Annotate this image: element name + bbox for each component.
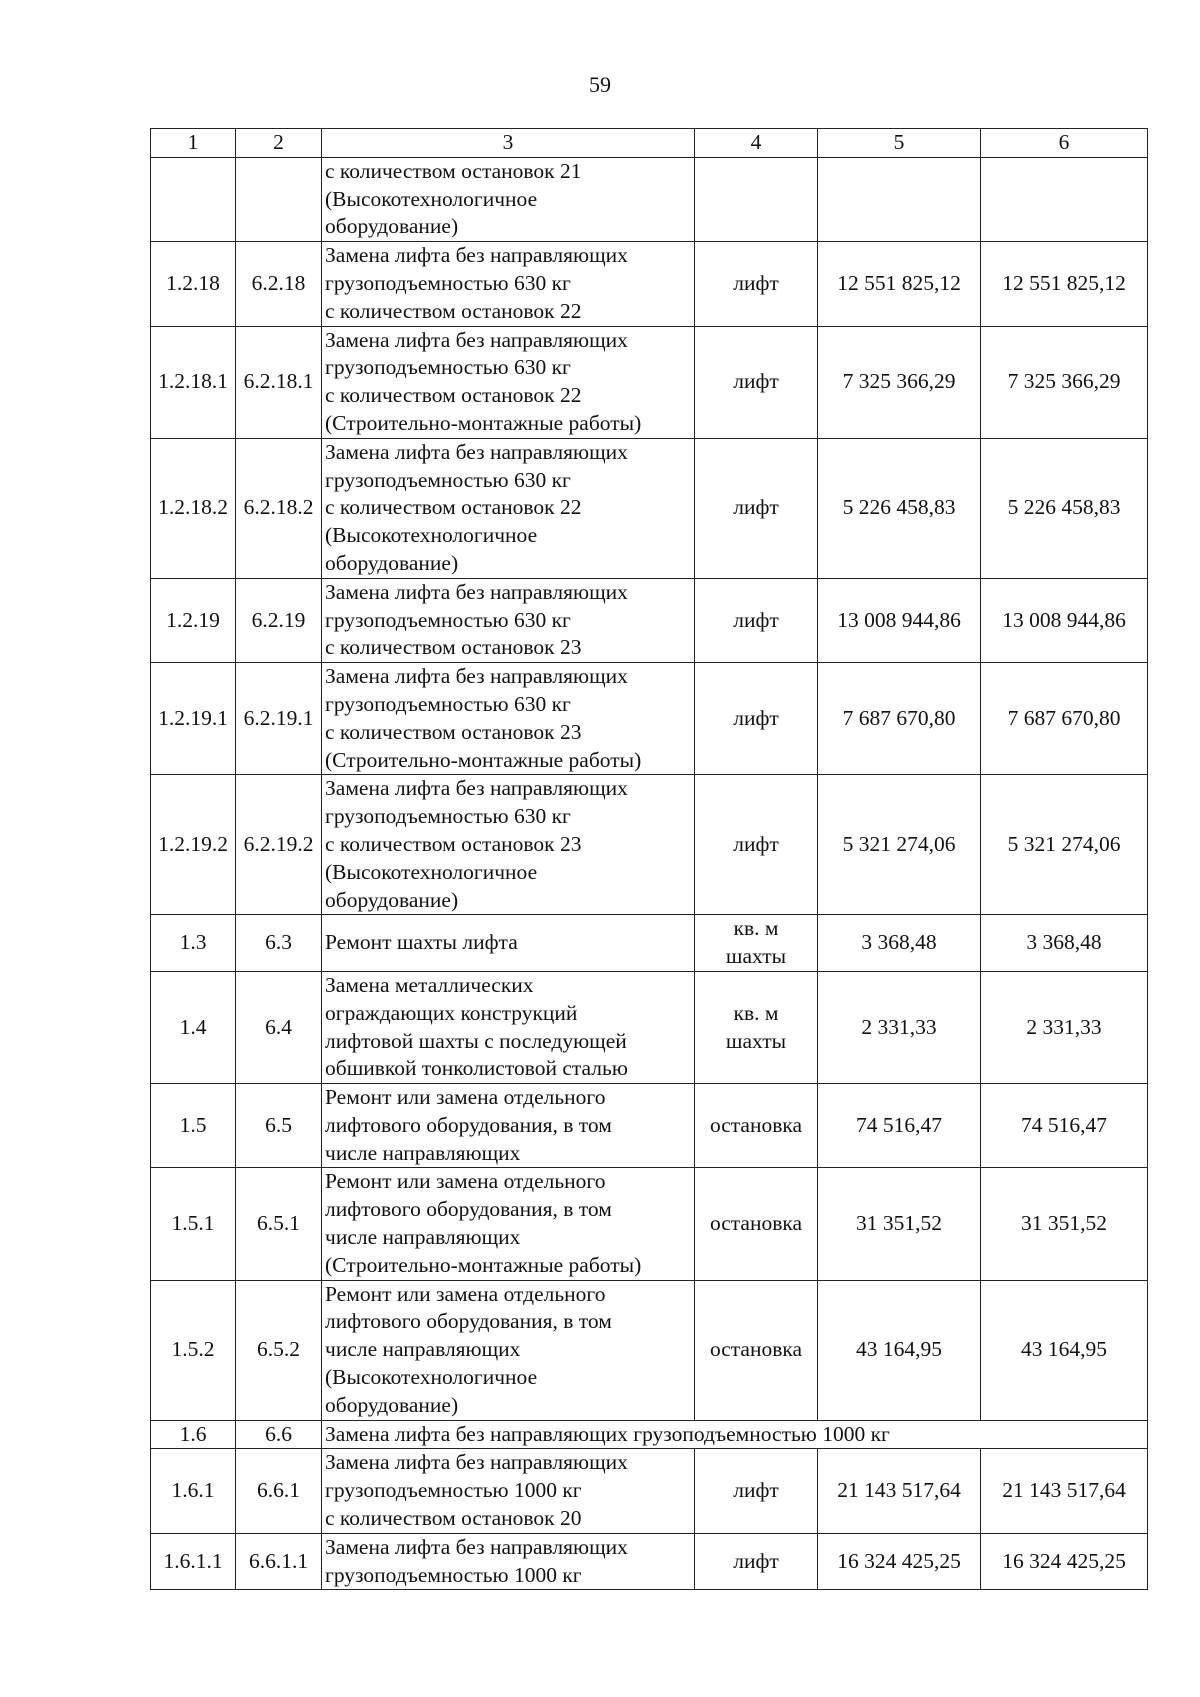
description-cell-line: Замена лифта без направляющих [325, 776, 628, 801]
description-cell [322, 157, 695, 241]
description-cell [322, 971, 695, 1083]
description-cell-line: (Высокотехнологичное [325, 1365, 538, 1390]
max-price-cell: 7 687 670,80 [981, 663, 1148, 775]
table-row [151, 663, 1148, 775]
price-cell: 7 325 366,29 [818, 326, 981, 438]
item-number-cell: 6.6.1.1 [236, 1533, 322, 1590]
description-cell-line: (Высокотехнологичное [325, 859, 538, 884]
description-cell-line: лифтового оборудования, в том [325, 1112, 612, 1137]
price-cell: 16 324 425,25 [818, 1533, 981, 1590]
column-header: 5 [818, 129, 981, 158]
unit-cell [695, 242, 818, 326]
price-cell: 3 368,48 [818, 915, 981, 972]
table-body [151, 157, 1148, 1590]
description-cell-line: (Высокотехнологичное [325, 186, 538, 211]
description-cell [322, 326, 695, 438]
description-cell [322, 578, 695, 662]
price-cell: 2 331,33 [818, 971, 981, 1083]
price-cell [818, 157, 981, 241]
item-number-cell: 6.3 [236, 915, 322, 972]
description-cell [322, 1084, 695, 1168]
table-row [151, 438, 1148, 578]
column-header: 2 [236, 129, 322, 158]
unit-cell-line: лифт [733, 1478, 779, 1503]
price-cell: 12 551 825,12 [818, 242, 981, 326]
description-cell-line: грузоподъемностью 630 кг [325, 691, 571, 716]
description-cell-line: грузоподъемностью 1000 кг [325, 1562, 582, 1587]
description-cell-line: лифтовой шахты с последующей [325, 1028, 627, 1053]
description-cell-line: Замена металлических [325, 972, 534, 997]
unit-cell-line: шахты [725, 1028, 787, 1053]
max-price-cell: 3 368,48 [981, 915, 1148, 972]
description-cell [322, 1449, 695, 1533]
description-cell-line: (Строительно-монтажные работы) [325, 747, 642, 772]
description-cell-line: грузоподъемностью 630 кг [325, 804, 571, 829]
section-number-cell: 1.5.1 [151, 1168, 236, 1280]
table-row [151, 1449, 1148, 1533]
item-number-cell: 6.5.1 [236, 1168, 322, 1280]
unit-cell [695, 438, 818, 578]
table-row [151, 242, 1148, 326]
description-cell-line: грузоподъемностью 630 кг [325, 270, 571, 295]
description-cell-line: ограждающих конструкций [325, 1000, 578, 1025]
item-number-cell: 6.6.1 [236, 1449, 322, 1533]
description-cell-line: оборудование) [325, 1392, 459, 1417]
unit-cell [695, 663, 818, 775]
max-price-cell: 7 325 366,29 [981, 326, 1148, 438]
section-number-cell: 1.2.19 [151, 578, 236, 662]
column-header: 4 [695, 129, 818, 158]
description-cell [322, 1420, 1148, 1449]
description-cell-line: с количеством остановок 20 [325, 1506, 582, 1531]
max-price-cell: 21 143 517,64 [981, 1449, 1148, 1533]
description-cell-line: Ремонт или замена отдельного [325, 1281, 606, 1306]
description-cell-line: с количеством остановок 23 [325, 831, 582, 856]
max-price-cell: 13 008 944,86 [981, 578, 1148, 662]
description-cell-line: числе направляющих [325, 1225, 521, 1250]
table-row [151, 915, 1148, 972]
description-cell-line: оборудование) [325, 214, 459, 239]
table-row [151, 971, 1148, 1083]
unit-cell-line: остановка [709, 1211, 803, 1236]
table-row [151, 157, 1148, 241]
description-cell-line: с количеством остановок 23 [325, 719, 582, 744]
max-price-cell: 5 226 458,83 [981, 438, 1148, 578]
description-cell [322, 1168, 695, 1280]
description-cell-line: обшивкой тонколистовой сталью [325, 1056, 628, 1081]
description-cell-line: Ремонт или замена отдельного [325, 1085, 606, 1110]
description-cell-line: (Строительно-монтажные работы) [325, 410, 642, 435]
description-cell [322, 663, 695, 775]
unit-cell-line: лифт [733, 607, 779, 632]
unit-cell-line: кв. м [733, 1000, 779, 1025]
description-cell-line: Замена лифта без направляющих [325, 664, 628, 689]
description-cell-line: с количеством остановок 22 [325, 383, 582, 408]
unit-cell [695, 1533, 818, 1590]
description-cell-line: (Строительно-монтажные работы) [325, 1252, 642, 1277]
price-cell: 74 516,47 [818, 1084, 981, 1168]
description-cell-line: числе направляющих [325, 1140, 521, 1165]
price-cell: 5 321 274,06 [818, 775, 981, 915]
description-cell [322, 915, 695, 972]
description-cell-line: грузоподъемностью 1000 кг [325, 1478, 582, 1503]
unit-cell [695, 326, 818, 438]
max-price-cell [981, 157, 1148, 241]
unit-cell-line: лифт [733, 705, 779, 730]
table-row [151, 326, 1148, 438]
price-cell: 21 143 517,64 [818, 1449, 981, 1533]
table-header-row [151, 129, 1148, 158]
description-cell [322, 1533, 695, 1590]
table-row [151, 578, 1148, 662]
max-price-cell: 31 351,52 [981, 1168, 1148, 1280]
section-number-cell: 1.2.19.1 [151, 663, 236, 775]
tariff-table [150, 128, 1148, 1590]
description-cell-line: Замена лифта без направляющих [325, 327, 628, 352]
unit-cell [695, 157, 818, 241]
unit-cell [695, 915, 818, 972]
price-cell: 43 164,95 [818, 1280, 981, 1420]
price-cell: 13 008 944,86 [818, 578, 981, 662]
description-cell-line: с количеством остановок 22 [325, 495, 582, 520]
unit-cell [695, 1280, 818, 1420]
description-cell-line: оборудование) [325, 550, 459, 575]
table-row [151, 1084, 1148, 1168]
description-cell-line: (Высокотехнологичное [325, 523, 538, 548]
description-cell-line: с количеством остановок 23 [325, 635, 582, 660]
item-number-cell: 6.5 [236, 1084, 322, 1168]
section-number-cell: 1.6 [151, 1420, 236, 1449]
table-row [151, 1168, 1148, 1280]
unit-cell-line: лифт [733, 831, 779, 856]
section-number-cell [151, 157, 236, 241]
unit-cell-line: лифт [733, 270, 779, 295]
description-cell-line: с количеством остановок 22 [325, 298, 582, 323]
section-number-cell: 1.2.19.2 [151, 775, 236, 915]
item-number-cell: 6.2.18 [236, 242, 322, 326]
description-cell [322, 775, 695, 915]
section-number-cell: 1.4 [151, 971, 236, 1083]
description-cell-line: Ремонт или замена отдельного [325, 1169, 606, 1194]
description-cell-line: Замена лифта без направляющих [325, 439, 628, 464]
description-cell-line: Замена лифта без направляющих [325, 243, 628, 268]
description-cell-line: с количеством остановок 21 [325, 158, 582, 183]
item-number-cell [236, 157, 322, 241]
unit-cell-line: шахты [725, 944, 787, 969]
table-row [151, 775, 1148, 915]
description-cell-line: Замена лифта без направляющих [325, 1450, 628, 1475]
item-number-cell: 6.6 [236, 1420, 322, 1449]
unit-cell-line: кв. м [733, 916, 779, 941]
table-row [151, 1533, 1148, 1590]
unit-cell-line: остановка [709, 1337, 803, 1362]
table-row [151, 1420, 1148, 1449]
item-number-cell: 6.2.19 [236, 578, 322, 662]
description-cell-line: Ремонт шахты лифта [325, 930, 518, 955]
section-number-cell: 1.2.18.2 [151, 438, 236, 578]
price-cell: 5 226 458,83 [818, 438, 981, 578]
price-cell: 31 351,52 [818, 1168, 981, 1280]
description-cell [322, 242, 695, 326]
description-cell-line: Замена лифта без направляющих грузоподъемностью 1000 кг [325, 1421, 890, 1446]
section-number-cell: 1.5.2 [151, 1280, 236, 1420]
unit-cell [695, 578, 818, 662]
section-number-cell: 1.6.1.1 [151, 1533, 236, 1590]
unit-cell [695, 775, 818, 915]
unit-cell [695, 971, 818, 1083]
max-price-cell: 74 516,47 [981, 1084, 1148, 1168]
description-cell-line: грузоподъемностью 630 кг [325, 467, 571, 492]
unit-cell [695, 1449, 818, 1533]
item-number-cell: 6.5.2 [236, 1280, 322, 1420]
item-number-cell: 6.4 [236, 971, 322, 1083]
item-number-cell: 6.2.18.2 [236, 438, 322, 578]
max-price-cell: 12 551 825,12 [981, 242, 1148, 326]
max-price-cell: 43 164,95 [981, 1280, 1148, 1420]
column-header: 1 [151, 129, 236, 158]
description-cell [322, 438, 695, 578]
description-cell-line: грузоподъемностью 630 кг [325, 355, 571, 380]
price-cell: 7 687 670,80 [818, 663, 981, 775]
description-cell [322, 1280, 695, 1420]
unit-cell-line: лифт [733, 369, 779, 394]
unit-cell-line: лифт [733, 1548, 779, 1573]
item-number-cell: 6.2.19.1 [236, 663, 322, 775]
unit-cell-line: остановка [709, 1112, 803, 1137]
table-row [151, 1280, 1148, 1420]
page-number: 59 [589, 72, 611, 97]
description-cell-line: оборудование) [325, 887, 459, 912]
item-number-cell: 6.2.18.1 [236, 326, 322, 438]
max-price-cell: 2 331,33 [981, 971, 1148, 1083]
description-cell-line: Замена лифта без направляющих [325, 1534, 628, 1559]
column-header: 3 [322, 129, 695, 158]
description-cell-line: числе направляющих [325, 1337, 521, 1362]
unit-cell [695, 1168, 818, 1280]
description-cell-line: Замена лифта без направляющих [325, 579, 628, 604]
section-number-cell: 1.3 [151, 915, 236, 972]
section-number-cell: 1.2.18.1 [151, 326, 236, 438]
unit-cell-line: лифт [733, 495, 779, 520]
unit-cell [695, 1084, 818, 1168]
column-header: 6 [981, 129, 1148, 158]
section-number-cell: 1.2.18 [151, 242, 236, 326]
description-cell-line: лифтового оборудования, в том [325, 1197, 612, 1222]
max-price-cell: 5 321 274,06 [981, 775, 1148, 915]
section-number-cell: 1.6.1 [151, 1449, 236, 1533]
item-number-cell: 6.2.19.2 [236, 775, 322, 915]
max-price-cell: 16 324 425,25 [981, 1533, 1148, 1590]
description-cell-line: лифтового оборудования, в том [325, 1309, 612, 1334]
section-number-cell: 1.5 [151, 1084, 236, 1168]
description-cell-line: грузоподъемностью 630 кг [325, 607, 571, 632]
